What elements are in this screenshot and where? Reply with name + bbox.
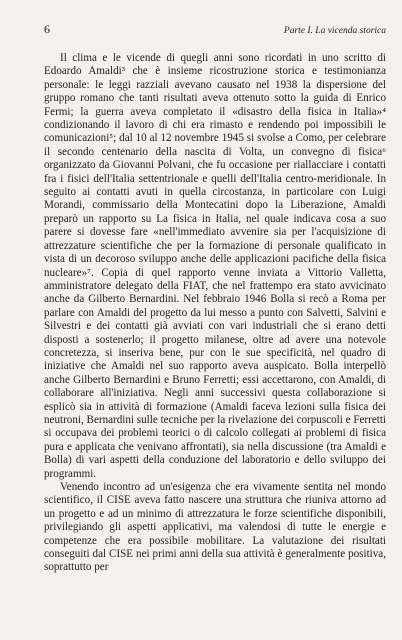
page-header: [44, 22, 386, 44]
body-text: [44, 52, 386, 575]
paragraph: Venendo incontro ad un'esigenza che era vivamente sentita nel mondo scientifico, il CISE aveva fatto nascere una struttura che riuniva attorno ad un progetto e ad un minimo di attrezzatura le forze scientifiche disponibili, privilegiando gli aspetti applicativi, ma valendosi di tutte le energie e competenze che era possibile mobilitare. La valutazione dei risultati conseguiti dal CISE nei primi anni della sua attività è generalmente positiva, soprattutto per: [44, 481, 386, 574]
page-number: 6: [44, 22, 50, 36]
paragraph: Il clima e le vicende di quegli anni sono ricordati in uno scritto di Edoardo Amaldi³ che è insieme ricostruzione storica e testimonianza personale: le leggi razziali avevano causato nel 1938 la dispersione del gruppo romano che tanti risultati aveva ottenuto sotto la guida di Enrico Fermi; la guerra aveva completato il «disastro della fisica in Italia»⁴ condizionando il lavoro di chi era rimasto e rendendo poi impossibili le comunicazioni⁵; dal 10 al 12 novembre 1945 si svolse a Como, per celebrare il secondo centenario della nascita di Volta, un convegno di fisica⁶ organizzato da Giovanni Polvani, che fu occasione per riallacciare i contatti fra i fisici dell'Italia settentrionale e quelli dell'Italia centro-meridionale. In seguito ai contatti avuti in quella circostanza, in particolare con Luigi Morandi, commissario della Montecatini dopo la Liberazione, Amaldi preparò un rapporto su La fisica in Italia, nel quale indicava cosa a suo parere si dovesse fare «nell'immediato avvenire sia per l'acquisizione di attrezzature scientifiche che per la formazione di personale qualificato in vista di un decoroso sviluppo anche delle applicazioni pacifiche della fisica nucleare»⁷. Copia di quel rapporto venne inviata a Vittorio Valletta, amministratore delegato della FIAT, che nel frattempo era stato avvicinato anche da Gilberto Bernardini. Nel febbraio 1946 Bolla si recò a Roma per parlare con Amaldi del progetto da lui messo a punto con Salvetti, Salvini e Silvestri e dei contatti già avviati con vari industriali che si erano detti disposti a sostenerlo; il progetto milanese, oltre ad avere una notevole concretezza, si inseriva bene, pur con le sue specificità, nel quadro di iniziative che Amaldi nel suo rapporto aveva auspicato. Bolla interpellò anche Gilberto Bernardini e Bruno Ferretti; essi accettarono, con Amaldi, di collaborare all'iniziativa. Negli anni successivi questa collaborazione si esplicò sia in attività di formazione (Amaldi faceva lezioni sulla fisica dei neutroni, Bernardini sulle tecniche per la rivelazione dei corpuscoli e Ferretti si occupava dei problemi teorici o di calcolo collegati ai problemi di fisica pura e applicata che venivano affrontati), sia nella discussione (tra Amaldi e Bolla) di vari aspetti della conduzione del laboratorio e dello sviluppo dei programmi.: [44, 52, 386, 480]
running-head: Parte I. La vicenda storica: [283, 26, 386, 36]
